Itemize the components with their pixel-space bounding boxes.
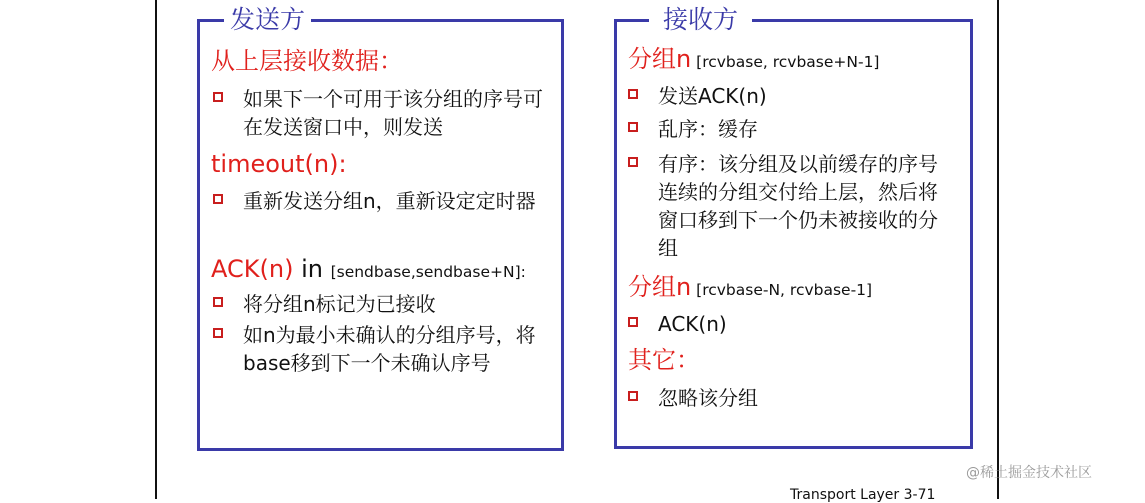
list-item: 忽略该分组	[628, 384, 958, 412]
packet-in-window-heading	[628, 44, 879, 77]
packet-range-label: [rcvbase-N, rcvbase-1]	[691, 281, 873, 299]
sender-panel	[197, 5, 564, 451]
packet-heading-label: 分组n	[628, 273, 692, 301]
sender-title: 发送方	[224, 5, 311, 35]
slide-border-left	[155, 0, 157, 499]
bullet-icon	[628, 157, 638, 167]
bullet-icon	[213, 297, 223, 307]
list-item: 将分组n标记为已接收	[213, 290, 553, 318]
timeout-heading: timeout(n):	[211, 150, 347, 178]
receiver-title: 接收方	[649, 5, 752, 35]
list-item: 如果下一个可用于该分组的序号可在发送窗口中，则发送	[213, 85, 553, 141]
bullet-icon	[213, 92, 223, 102]
footer-label: Transport Layer 3-71	[790, 487, 936, 503]
watermark: @稀土掘金技术社区	[966, 465, 1092, 481]
list-item: 重新发送分组n，重新设定定时器	[213, 187, 553, 215]
bullet-icon	[213, 194, 223, 204]
bullet-icon	[628, 89, 638, 99]
list-item: 有序：该分组及以前缓存的序号连续的分组交付给上层，然后将窗口移到下一个仍未被接收的分组	[628, 150, 946, 262]
list-item: ACK(n)	[628, 310, 958, 338]
list-item: 发送ACK(n)	[628, 82, 958, 110]
packet-old-heading	[628, 272, 872, 305]
packet-range-label: [rcvbase, rcvbase+N-1]	[691, 53, 880, 71]
ack-in-label: in	[293, 255, 331, 283]
list-item: 乱序：缓存	[628, 115, 958, 143]
bullet-icon	[213, 328, 223, 338]
receive-from-above-heading: 从上层接收数据：	[211, 47, 403, 75]
bullet-icon	[628, 122, 638, 132]
ack-range-label: [sendbase,sendbase+N]:	[330, 263, 526, 281]
packet-heading-label: 分组n	[628, 45, 692, 73]
list-item: 如n为最小未确认的分组序号，将base移到下一个未确认序号	[213, 321, 553, 377]
bullet-icon	[628, 317, 638, 327]
slide-border-right	[997, 0, 999, 499]
receiver-panel	[614, 5, 973, 449]
ack-heading-label: ACK(n)	[211, 255, 294, 283]
other-heading: 其它：	[628, 346, 700, 374]
ack-heading	[211, 254, 526, 287]
bullet-icon	[628, 391, 638, 401]
